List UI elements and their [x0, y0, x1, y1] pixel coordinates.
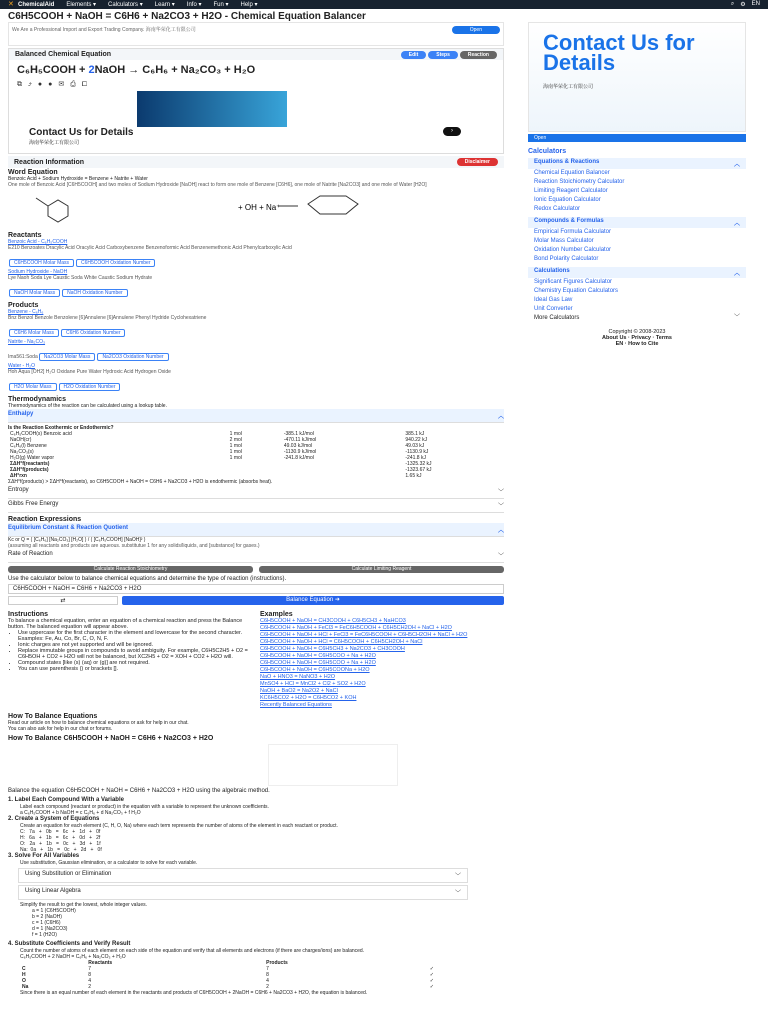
chevron-down-icon: ﹀: [454, 874, 461, 880]
verify-cell: O: [22, 978, 26, 984]
more-calculators[interactable]: More Calculators ﹀: [534, 315, 740, 321]
reactant-benzoic-acid[interactable]: Benzoic Acid - C₆H₅COOH: [8, 239, 68, 245]
equation-input[interactable]: C6H5COOH + NaOH = C6H6 + Na2CO3 + H2O: [8, 584, 504, 594]
word-equation: Benzoic Acid + Sodium Hydroxide = Benzene + Natrite + Water: [8, 176, 148, 182]
enthalpy-accordion[interactable]: Enthalpy ︿: [8, 409, 504, 423]
footer-links[interactable]: About Us · Privacy · Terms: [602, 335, 672, 341]
chevron-up-icon: ︿: [733, 271, 740, 277]
chevron-up-icon: ︿: [497, 528, 504, 534]
verify-header-cell: Products: [266, 960, 288, 966]
ad-placeholder: [268, 744, 398, 786]
settings-icon[interactable]: ⚙: [740, 2, 746, 8]
example-link[interactable]: MnSO4 + HCl = MnCl2 + Cl2 + SO2 + H2O: [260, 681, 366, 687]
sidebar-link[interactable]: Limiting Reagent Calculator: [534, 188, 608, 194]
check-icon: ✓: [429, 972, 434, 978]
sidebar: Contact Us for Details 海南华荣化工有限公司 Open Calculators Equations & Reactions ︿ Chemical Equation Balancer Reaction Stoichiometry Calculator Limiting Reagent Calculator Ionic Equation Calculator Redox Calculator Compounds & Formulas ︿ Empirical Formula Calculator Molar Mass Calculator Oxidation Number Calculator Bond Polarity Calculator Calculations ︿ Significant Figures Calculator Chemistry Equation Calculators Ideal Gas Law Unit Converter More Calculators ﹀ Copyright © 2008-2023 About Us · Privacy · Terms EN · How to Cite: [528, 22, 746, 347]
solution-value: c = 1 (C6H6): [32, 920, 61, 926]
instruction-item: • Replace immutable groups in compounds to avoid ambiguity. For example, C6H5C2H5 + O2 = C6H5OH + CO2 + H2O will not be balanced, but XC2H5 + O2 = XOH + CO2 + H2O will.: [18, 648, 252, 660]
balanced-equation: C₆H₅COOH + 2NaOH → C₆H₆ + Na₂CO₃ + H₂O: [17, 64, 256, 76]
nav-info[interactable]: Info ▾: [186, 2, 202, 8]
site-logo[interactable]: ✕ ChemicalAid: [8, 1, 55, 8]
enthalpy-cell: 1 mol: [229, 449, 242, 455]
verify-cell: 4: [266, 978, 269, 984]
equation-system-row: Na: 0a + 1b = 0c + 2d + 0f: [20, 847, 102, 853]
facebook-icon[interactable]: ●: [37, 81, 49, 88]
enthalpy-cell: -1130.9 kJ: [405, 449, 429, 455]
limiting-reagent-button[interactable]: Calculate Limiting Reagent: [259, 566, 504, 573]
verify-cell: 7: [88, 966, 92, 972]
nav-learn[interactable]: Learn ▾: [154, 2, 175, 8]
entropy-accordion[interactable]: Entropy ﹀: [8, 485, 504, 499]
check-icon: ✓: [429, 966, 434, 972]
example-link[interactable]: C6H5COOH + NaOH = C6H5CH3 + Na2CO3 + CH3COOH: [260, 646, 405, 652]
sidebar-link[interactable]: Oxidation Number Calculator: [534, 247, 612, 253]
c6h6-oxidation-link[interactable]: C6H6 Oxidation Number: [61, 329, 125, 337]
reaction-button[interactable]: Reaction: [460, 51, 497, 59]
swap-icon[interactable]: ⇄: [8, 596, 118, 605]
verify-cell: C: [22, 966, 26, 972]
chevron-down-icon: ﹀: [454, 891, 461, 897]
reaction-structure-diagram: [8, 188, 504, 224]
ad-arrow-icon[interactable]: ›: [443, 127, 461, 136]
email-icon[interactable]: ✉: [58, 81, 71, 88]
disclaimer-button[interactable]: Disclaimer: [457, 158, 498, 166]
sidebar-link[interactable]: Chemical Equation Balancer: [534, 170, 610, 176]
sidebar-link[interactable]: Empirical Formula Calculator: [534, 229, 612, 235]
copy-icon[interactable]: ⧉: [17, 81, 28, 88]
c6h5cooh-molar-mass-link[interactable]: C6H5COOH Molar Mass: [9, 259, 74, 267]
solution-value: b = 2 (NaOH): [32, 914, 62, 920]
enthalpy-cell: ΣΔH°f(reactants): [10, 461, 50, 467]
verify-cell: Na: [22, 984, 29, 990]
enthalpy-cell: ΔH°rxn: [10, 473, 27, 479]
enthalpy-cell: H₂O(g) Water vapor: [10, 455, 54, 461]
instruction-item: • Ionic charges are not yet supported and will be ignored.: [18, 642, 252, 648]
share-icons[interactable]: [9, 80, 503, 89]
example-link[interactable]: C6H5COOH + NaOH + HCl = C6H5COOH + C6H5CH2OH + NaCl: [260, 639, 423, 645]
ad-open-button[interactable]: Open: [452, 26, 500, 34]
chevron-down-icon: ﹀: [497, 554, 504, 560]
chevron-up-icon: ︿: [733, 162, 740, 168]
example-link[interactable]: C6H5COOH + NaOH + HCl + FeCl3 = FeC6H5COOH + C6H5CH2OH + NaCl + H2O: [260, 632, 468, 638]
ad-bar[interactable]: We Are a Professional Import and Export Trading Company. 海南华荣化工有限公司 Open: [8, 22, 504, 46]
group-compounds[interactable]: Compounds & Formulas ︿: [528, 217, 746, 228]
solution-value: a = 1 (C6H5COOH): [32, 908, 76, 914]
footer-lang[interactable]: EN · How to Cite: [615, 341, 659, 347]
naoh-molar-mass-link[interactable]: NaOH Molar Mass: [9, 289, 60, 297]
linear-algebra-accordion[interactable]: Using Linear Algebra ﹀: [18, 885, 468, 900]
top-nav: [0, 0, 768, 9]
substitution-accordion[interactable]: Using Substitution or Elimination ﹀: [18, 868, 468, 883]
verify-cell: 7: [266, 966, 269, 972]
enthalpy-cell: -1323.67 kJ: [405, 467, 432, 473]
sidebar-link[interactable]: Chemistry Equation Calculators: [534, 288, 619, 294]
example-link[interactable]: C6H5COOH + NaOH = CH3COOH + C6H5CH3 + NaHCO3: [260, 618, 406, 624]
nav-elements[interactable]: Elements ▾: [66, 2, 97, 8]
example-link[interactable]: C6H5COOH + NaOH = C6H5COONa + H2O: [260, 667, 370, 673]
instructions: Instructions To balance a chemical equation, enter an equation of a chemical reaction and press the Balance button. The balanced equation will appear above. • Use uppercase for the first character in the element and lowercase for the second character. Examples: Fe, Au, Co, Br, C, O, N, F. • Ionic charges are not yet supported and will be ignored. • Replace immutable groups in compounds to avoid ambiguity. For example, C6H5C2H5 + O2 = C6H5OH + CO2 + H2O will not be balanced, but XC2H5 + O2 = XOH + CO2 + H2O will. • Compound states [like (s) (aq) or (g)] are not required. • You can use parenthesis () or brackets [].: [8, 608, 252, 709]
twitter-icon[interactable]: ●: [48, 81, 59, 88]
example-link[interactable]: C6H5COOH + NaOH = C6H5COO + Na + H2O: [260, 653, 376, 659]
verify-cell: 8: [88, 972, 92, 978]
example-link[interactable]: Recently Balanced Equations: [260, 702, 332, 708]
enthalpy-cell: 49.03 kJ/mol: [283, 443, 313, 449]
enthalpy-cell: -1130.9 kJ/mol: [283, 449, 317, 455]
enthalpy-cell: -1325.32 kJ: [405, 461, 432, 467]
example-link[interactable]: NaO + HNO3 = NaNO3 + H2O: [260, 674, 336, 680]
example-link[interactable]: C6H5COOH + NaOH = C6H5COO + Na + H2O: [260, 660, 376, 666]
check-icon: ✓: [429, 984, 434, 990]
product-benzene[interactable]: Benzene - C₆H₆: [8, 309, 44, 315]
product-natrite[interactable]: Natrite - Na₂CO₃: [8, 339, 46, 345]
sidebar-link[interactable]: Reaction Stoichiometry Calculator: [534, 179, 625, 185]
solution-value: f = 1 (H2O): [32, 932, 57, 938]
product-water[interactable]: Water - H₂O: [8, 363, 36, 369]
enthalpy-cell: 1 mol: [229, 455, 242, 461]
equation-system-row: C: 7a + 0b = 6c + 1d + 0f: [20, 829, 101, 835]
main-content: We Are a Professional Import and Export Trading Company. 海南华荣化工有限公司 Open Balanced Chemical Equation Edit Steps Reaction C₆H₅COOH + 2NaOH → C₆H₆ + Na₂CO₃ + H₂O ⧉⤴●●✉⎙⧠ Contact Us for Details 海南华荣化工有限公司 › Reaction Information Disclaimer Word Equation Benzoic Acid + Sodium Hydroxide = Benzene + Natrite + Water One mole of Benzoic Acid [C6H5COOH] and two moles of Sodium Hydroxide [NaOH] react to form one mole of Benzene [C6H6], one mole of Natrite [Na2CO3] and one mole of Water [H2O] + OH + Na⁺ Reactants Benzoic Acid - C₆H₅COOH E210 Benzoates Dracylic Acid Oracylic Acid Carboxybenzene Benzenoformic Acid Benzenemethonic Acid Phenylcarboxylic Acid C6H5COOH Molar Mass C6H5COOH Oxidation Number Sodium Hydroxide - NaOH Lye Naoh Soda Lye Caustic Soda White Caustic Sodium Hydrate NaOH Molar Mass NaOH Oxidation Number Products Benzene - C₆H₆ Bnz Benzol Benzole Benzolene [6]Annulene [6]Annulene Phenyl Hydride Cyclohexatriene C6H6 Molar Mass C6H6 Oxidation Number Natrite - Na₂CO₃ Ima561:Soda Na2CO3 Molar Mass Na2CO3 Oxidation Number Water - H₂O Hoh Aqua [OH2] H₂O Oxidane Pure Water Hydroxic Acid Hydrogen Oxide H2O Molar Mass H2O Oxidation Number Thermodynamics Thermodynamics of the reaction can be calculated using a lookup table. Enthalpy ︿ Is the Reaction Exothermic or Endothermic? C₆H₅COOH(s) Benzoic acid 1 mol -385.1 kJ/mol 385.1 kJ NaOH(cr) 2 mol -470.11 kJ/mol 940.22 kJ C₆H₆(l) Benzene 1 mol 49.03 kJ/mol 49.03 kJ Na₂CO₃(s) 1 mol -1130.9 kJ/mol -1130.9 kJ H₂O(g) Water vapor 1 mol -241.8 kJ/mol -241.8 kJ ΣΔH°f(reactants) -1325.32 kJ ΣΔH°f(products) -1323.67 kJ ΔH°rxn 1.65 kJ ΣΔH°f(products) > ΣΔH°f(reactants), so C6H5COOH + NaOH = C6H6 + Na2CO3 + H2O is endothermic (absorbs heat). Entropy ﹀ Gibbs Free Energy ﹀ Reaction Expressions Equilibrium Constant & Reaction Quotient ︿ Kc or Q = ( [C₆H₆] [Na₂CO₃] [H₂O] ) / ( [C₆H₅COOH] [NaOH]² ) (assuming all reactants and products are aqueous. substitutue 1 for any solids/liquids, and [substance] for gases.) Rate of Reaction ﹀ Calculate Reaction Stoichiometry Calculate Limiting Reagent Use the calculator below to balance chemical equations and determine the type of reaction (instructions). C6H5COOH + NaOH = C6H6 + Na2CO3 + H2O ⇄ Balance Equation ➜ Instructions To balance a chemical equation, enter an equation of a chemical reaction and press the Balance button. The balanced equation will appear above. • Use uppercase for the first character in the element and lowercase for the second character. Examples: Fe, Au, Co, Br, C, O, N, F. • Ionic charges are not yet supported and will be ignored. • Replace immutable groups in compounds to avoid ambiguity. For example, C6H5C2H5 + O2 = C6H5OH + CO2 + H2O will not be balanced, but XC2H5 + O2 = XOH + CO2 + H2O will. • Compound states [like (s) (aq) or (g)] are not required. • You can use parenthesis () or brackets []. Examples C6H5COOH + NaOH = CH3COOH + C6H5CH3 + NaHCO3 C6H5COOH + NaOH + FeCl3 = FeC6H5COOH + C6H5CH2OH + NaCl + H2O C6H5COOH + NaOH + HCl + FeCl3 = FeC6H5COOH + C6H5CH2OH + NaCl + H2O C6H5COOH + NaOH + HCl = C6H5COOH + C6H5CH2OH + NaCl C6H5COOH + NaOH = C6H5CH3 + Na2CO3 + CH3COOH C6H5COOH + NaOH = C6H5COO + Na + H2O C6H5COOH + NaOH = C6H5COO + Na + H2O C6H5COOH + NaOH = C6H5COONa + H2O NaO + HNO3 = NaNO3 + H2O MnSO4 + HCl = MnCl2 + Cl2 + SO2 + H2O NaOH + BaO2 = Na2O2 + NaCl KC6H5CO2 + H2O = C6H5CO2 + KOH Recently Balanced Equations How To Balance Equations Read our article on how to balance chemical equations or ask for help in our chat. You can also ask for help in our chat or forums. How To Balance C6H5COOH + NaOH = C6H6 + Na2CO3 + H2O Balance the equation C6H5COOH + NaOH = C6H6 + Na2CO3 + H2O using the algebraic method. 1. Label Each Compound With a Variable Label each compound (reactant or product) in the equation with a variable to represent the unknown coefficients. a C₆H₅COOH + b NaOH = c C₆H₆ + d Na₂CO₃ + f H₂O 2. Create a System of Equations Create an equation for each element (C, H, O, Na) where each term represents the number of atoms of the element in each reactant or product. C: 7a + 0b = 6c + 1d + 0f H: 6a + 1b = 6c + 0d + 2f O: 2a + 1b = 0c + 3d + 1f Na: 0a + 1b = 0c + 2d + 0f 3. Solve For All Variables Use substitution, Gaussian elimination, or a calculator to solve for each variable. Using Substitution or Elimination ﹀ Using Linear Algebra ﹀ Simplify the result to get the lowest, whole integer values. a = 1 (C6H5COOH) b = 2 (NaOH) c = 1 (C6H6) d = 1 (Na2CO3) f = 1 (H2O) 4. Substitute Coefficients and Verify Result Count the number of atoms of each element on each side of the equation and verify that all elements and electrons (if there are charges/ions) are balanced. C₆H₅COOH + 2 NaOH = C₆H₆ + Na₂CO₃ + H₂O Reactants Products C 7 7 ✓ H 8 8 ✓ O 4 4 ✓ Na 2 2 ✓ Since there is an equal number of each element in the reactants and products of C6H5COOH + 2NaOH = C6H6 + Na2CO3 + H2O, the equation is balanced.: [8, 22, 504, 996]
chevron-up-icon: ︿: [733, 221, 740, 227]
sidebar-link[interactable]: Ideal Gas Law: [534, 297, 573, 303]
equation-system-row: O: 2a + 1b = 0c + 3d + 1f: [20, 841, 101, 847]
search-icon[interactable]: ⌕: [730, 1, 735, 7]
diagram-label: + OH + Na⁺: [238, 203, 281, 212]
logo-icon: ✕: [8, 1, 14, 8]
solution-value: d = 1 (Na2CO3): [32, 926, 68, 932]
chevron-down-icon: ﹀: [733, 315, 740, 321]
nav-calculators[interactable]: Calculators ▾: [108, 2, 143, 8]
balanced-equation-card: [8, 48, 504, 154]
ad-image: [137, 91, 287, 127]
balanced-heading: Balanced Chemical Equation: [15, 51, 112, 58]
share-icon[interactable]: ⤴: [28, 81, 38, 88]
ad-banner[interactable]: Contact Us for Details 海南华荣化工有限公司 ›: [17, 91, 495, 151]
gibbs-accordion[interactable]: Gibbs Free Energy ﹀: [8, 499, 504, 513]
instruction-item: • Use uppercase for the first character in the element and lowercase for the second character. Examples: Fe, Au, Co, Br, C, O, N, F.: [18, 630, 252, 642]
enthalpy-cell: -241.8 kJ/mol: [283, 455, 314, 461]
steps-button[interactable]: Steps: [428, 51, 458, 59]
enthalpy-cell: 1.65 kJ: [405, 473, 422, 479]
enthalpy-cell: 49.03 kJ: [405, 443, 425, 449]
reaction-info-heading: Reaction Information: [14, 158, 85, 166]
sidebar-link[interactable]: Bond Polarity Calculator: [534, 256, 599, 262]
nav-fun[interactable]: Fun ▾: [213, 2, 229, 8]
enthalpy-cell: -385.1 kJ/mol: [283, 431, 314, 437]
sidebar-link[interactable]: Ionic Equation Calculator: [534, 197, 601, 203]
language-selector[interactable]: EN: [751, 1, 760, 7]
page-title: C6H5COOH + NaOH = C6H6 + Na2CO3 + H2O - Chemical Equation Balancer: [8, 11, 366, 21]
example-link[interactable]: KC6H5CO2 + H2O = C6H5CO2 + KOH: [260, 695, 357, 701]
group-calculations[interactable]: Calculations ︿: [528, 267, 746, 278]
verify-table: [20, 960, 480, 990]
enthalpy-cell: -241.8 kJ: [405, 455, 426, 461]
print-icon[interactable]: ⎙: [70, 81, 82, 88]
h2o-molar-mass-link[interactable]: H2O Molar Mass: [9, 383, 57, 391]
rate-accordion[interactable]: Rate of Reaction ﹀: [8, 549, 504, 563]
verify-cell: 4: [88, 978, 92, 984]
nav-help[interactable]: Help ▾: [240, 2, 258, 8]
embed-icon[interactable]: ⧠: [81, 81, 93, 88]
sidebar-link[interactable]: Significant Figures Calculator: [534, 279, 613, 285]
c6h5cooh-oxidation-link[interactable]: C6H5COOH Oxidation Number: [76, 259, 155, 267]
enthalpy-cell: C₆H₆(l) Benzene: [10, 443, 47, 449]
enthalpy-cell: 1 mol: [229, 431, 242, 437]
example-link[interactable]: C6H5COOH + NaOH + FeCl3 = FeC6H5COOH + C6H5CH2OH + NaCl + H2O: [260, 625, 452, 631]
na2co3-oxidation-link[interactable]: Na2CO3 Oxidation Number: [97, 353, 168, 361]
naoh-oxidation-link[interactable]: NaOH Oxidation Number: [62, 289, 128, 297]
equation-system-row: H: 6a + 1b = 6c + 0d + 2f: [20, 835, 101, 841]
enthalpy-cell: 1 mol: [229, 443, 242, 449]
enthalpy-cell: ΣΔH°f(products): [10, 467, 49, 473]
balance-equation-button[interactable]: Balance Equation ➜: [122, 596, 504, 605]
enthalpy-cell: Na₂CO₃(s): [10, 449, 34, 455]
chevron-down-icon: ﹀: [497, 490, 504, 496]
enthalpy-table: [8, 431, 504, 479]
c6h6-molar-mass-link[interactable]: C6H6 Molar Mass: [9, 329, 59, 337]
verify-cell: 8: [266, 972, 269, 978]
edit-button[interactable]: Edit: [401, 51, 426, 59]
enthalpy-cell: 940.22 kJ: [405, 437, 428, 443]
instruction-item: • You can use parenthesis () or brackets [].: [18, 666, 252, 672]
sidebar-ad[interactable]: Contact Us for Details 海南华荣化工有限公司: [528, 22, 746, 132]
example-link[interactable]: NaOH + BaO2 = Na2O2 + NaCl: [260, 688, 338, 694]
sidebar-link[interactable]: Redox Calculator: [534, 206, 581, 212]
examples: Examples C6H5COOH + NaOH = CH3COOH + C6H5CH3 + NaHCO3 C6H5COOH + NaOH + FeCl3 = FeC6H5COOH + C6H5CH2OH + NaCl + H2O C6H5COOH + NaOH + HCl + FeCl3 = FeC6H5COOH + C6H5CH2OH + NaCl + H2O C6H5COOH + NaOH + HCl = C6H5COOH + C6H5CH2OH + NaCl C6H5COOH + NaOH = C6H5CH3 + Na2CO3 + CH3COOH C6H5COOH + NaOH = C6H5COO + Na + H2O C6H5COOH + NaOH = C6H5COO + Na + H2O C6H5COOH + NaOH = C6H5COONa + H2O NaO + HNO3 = NaNO3 + H2O MnSO4 + HCl = MnCl2 + Cl2 + SO2 + H2O NaOH + BaO2 = Na2O2 + NaCl KC6H5CO2 + H2O = C6H5CO2 + KOH Recently Balanced Equations: [260, 608, 504, 709]
chevron-down-icon: ﹀: [497, 504, 504, 510]
group-equations[interactable]: Equations & Reactions ︿: [528, 158, 746, 169]
enthalpy-cell: 385.1 kJ: [405, 431, 425, 437]
verify-cell: 2: [88, 984, 92, 990]
enthalpy-cell: -470.11 kJ/mol: [283, 437, 317, 443]
enthalpy-cell: NaOH(cr): [10, 437, 32, 443]
enthalpy-cell: C₆H₅COOH(s) Benzoic acid: [10, 431, 72, 437]
enthalpy-cell: 2 mol: [229, 437, 242, 443]
reactant-sodium-hydroxide[interactable]: Sodium Hydroxide - NaOH: [8, 269, 68, 275]
check-icon: ✓: [429, 978, 434, 984]
sidebar-link[interactable]: Molar Mass Calculator: [534, 238, 594, 244]
sidebar-ad-open[interactable]: Open: [528, 134, 746, 142]
h2o-oxidation-link[interactable]: H2O Oxidation Number: [59, 383, 121, 391]
instruction-item: • Compound states [like (s) (aq) or (g)] are not required.: [18, 660, 252, 666]
equilibrium-accordion[interactable]: Equilibrium Constant & Reaction Quotient ︿: [8, 523, 504, 537]
stoichiometry-button[interactable]: Calculate Reaction Stoichiometry: [8, 566, 253, 573]
verify-cell: 2: [266, 984, 269, 990]
na2co3-molar-mass-link[interactable]: Na2CO3 Molar Mass: [39, 353, 96, 361]
chevron-up-icon: ︿: [497, 414, 504, 420]
verify-header-cell: Reactants: [88, 960, 113, 966]
sidebar-link[interactable]: Unit Converter: [534, 306, 573, 312]
verify-cell: H: [22, 972, 26, 978]
